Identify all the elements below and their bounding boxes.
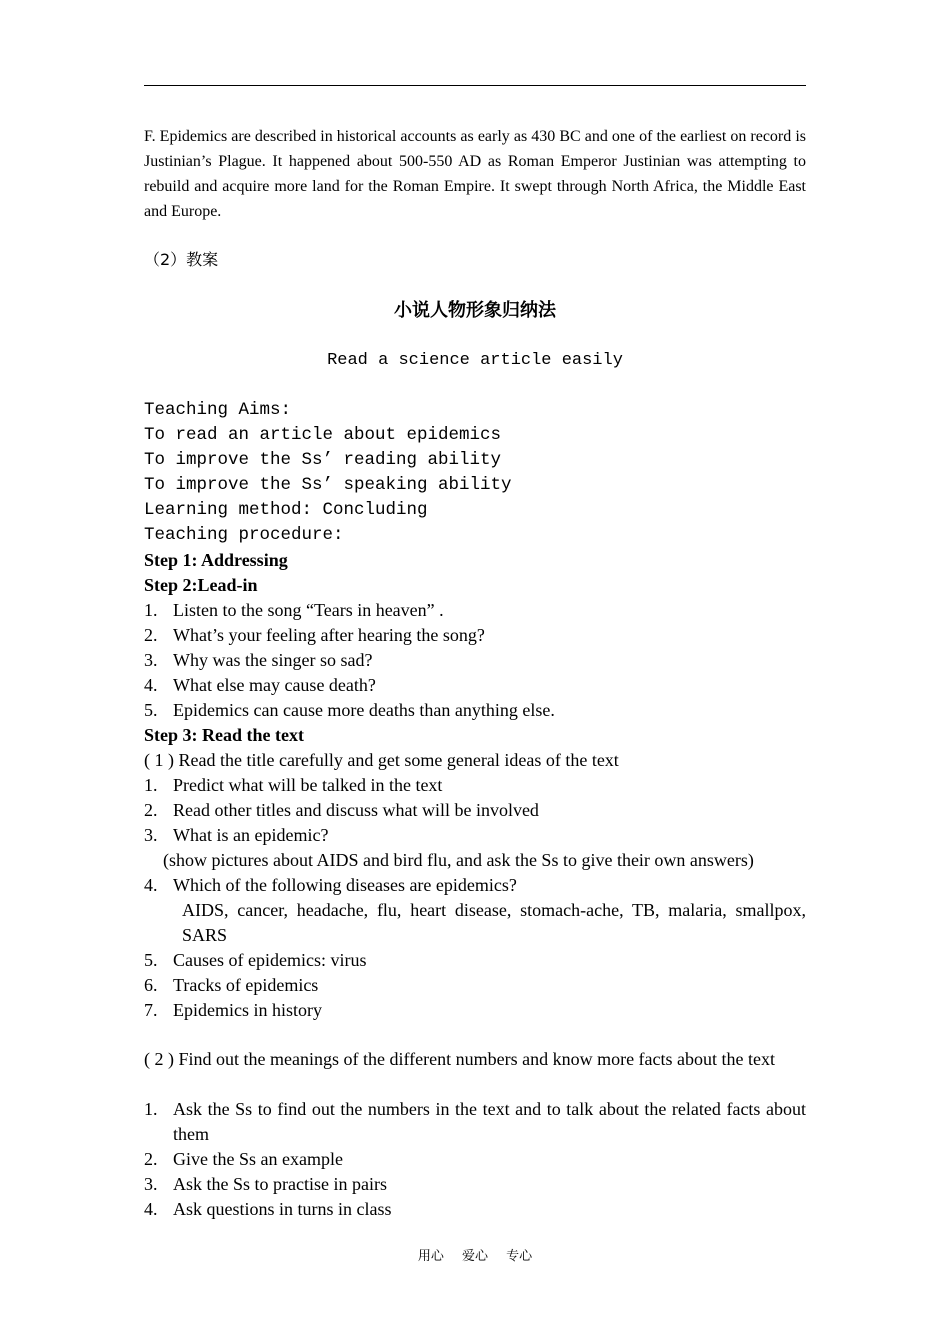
list-item: 4. Which of the following diseases are epidemics? bbox=[144, 875, 517, 895]
aim-item: To improve the Ss’ speaking ability bbox=[144, 475, 512, 495]
teaching-procedure: Teaching procedure: bbox=[144, 525, 344, 545]
teaching-aims-heading: Teaching Aims: bbox=[144, 400, 292, 420]
list-item: 6. Tracks of epidemics bbox=[144, 975, 319, 995]
step3-heading: Step 3: Read the text bbox=[144, 725, 304, 745]
list-item: 3. Why was the singer so sad? bbox=[144, 650, 373, 670]
list-item: 1. Listen to the song “Tears in heaven” . bbox=[144, 600, 444, 620]
list-item: 5. Epidemics can cause more deaths than anything else. bbox=[144, 700, 555, 720]
list-item: 5. Causes of epidemics: virus bbox=[144, 950, 367, 970]
page-footer: 用心 爱心 专心 bbox=[417, 1249, 533, 1264]
list-item: 2. Read other titles and discuss what will be involved bbox=[144, 800, 539, 820]
list-item: 4. Ask questions in turns in class bbox=[144, 1199, 392, 1219]
list-item: 3. What is an epidemic? bbox=[144, 825, 329, 845]
part2-heading: ( 2 ) Find out the meanings of the different numbers and know more facts about the text bbox=[144, 1049, 776, 1069]
aim-item: To read an article about epidemics bbox=[144, 425, 502, 445]
list-item: 1. Predict what will be talked in the text bbox=[144, 775, 443, 795]
learning-method: Learning method: Concluding bbox=[144, 500, 428, 520]
title-chinese: 小说人物形象归纳法 bbox=[394, 300, 556, 321]
list-item: 4. What else may cause death? bbox=[144, 675, 376, 695]
section-label: （2）教案 bbox=[144, 250, 219, 269]
list-item: 2. What’s your feeling after hearing the song? bbox=[144, 625, 485, 645]
disease-list: AIDS, cancer, headache, flu, heart disease, stomach-ache, TB, malaria, smallpox, SARS bbox=[182, 900, 806, 945]
part1-heading: ( 1 ) Read the title carefully and get some general ideas of the text bbox=[144, 750, 619, 770]
step1-heading: Step 1: Addressing bbox=[144, 550, 288, 570]
paragraph-f: F. Epidemics are described in historical accounts as early as 430 BC and one of the earliest on record is Justinian’s Plague. It happened about 500-550 AD as Roman Emperor Justinian was attempting to rebuild and acquire more land for the Roman Empire. It swept through North Africa, the Middle East and Europe. bbox=[144, 128, 806, 220]
list-item: 7. Epidemics in history bbox=[144, 1000, 322, 1020]
step2-heading: Step 2:Lead-in bbox=[144, 575, 258, 595]
list-item: 2. Give the Ss an example bbox=[144, 1149, 343, 1169]
title-english: Read a science article easily bbox=[327, 351, 623, 370]
list-item: 3. Ask the Ss to practise in pairs bbox=[144, 1174, 387, 1194]
aim-item: To improve the Ss’ reading ability bbox=[144, 450, 502, 470]
header-rule bbox=[144, 85, 806, 86]
list-item: 1. Ask the Ss to find out the numbers in the text and to talk about the related facts about them bbox=[144, 1099, 806, 1144]
item-note: (show pictures about AIDS and bird flu, and ask the Ss to give their own answers) bbox=[163, 850, 754, 870]
